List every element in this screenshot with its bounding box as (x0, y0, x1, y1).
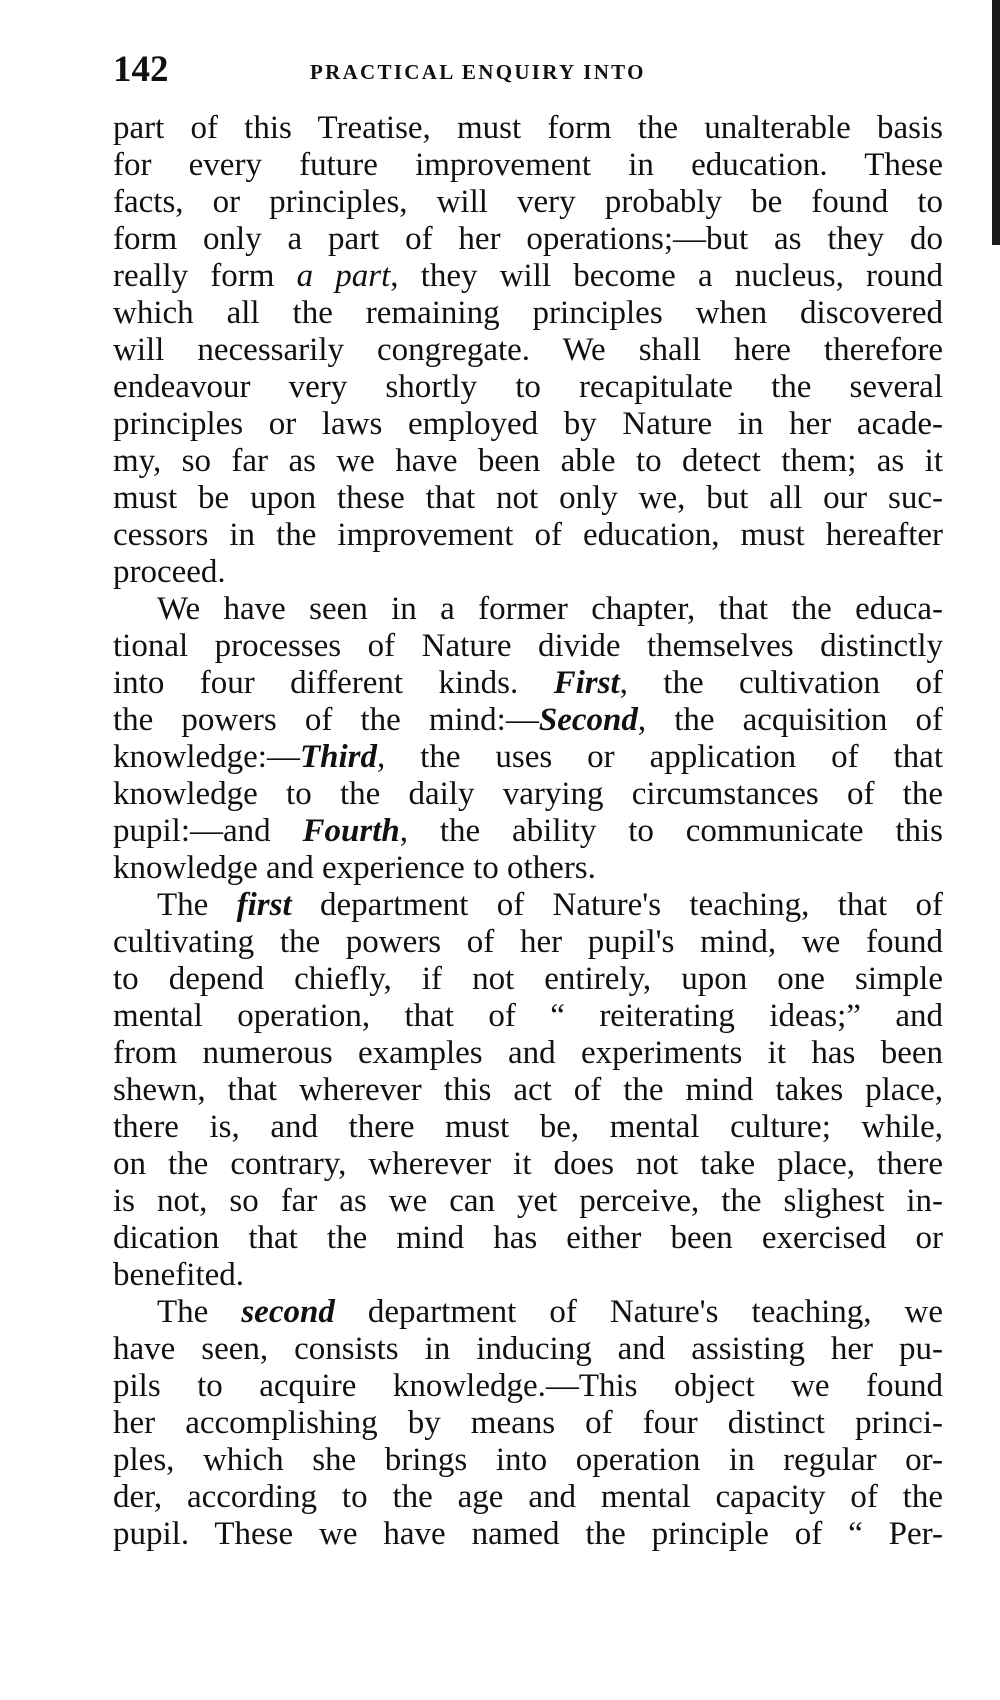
text-line: which all the remaining principles when discovered (113, 295, 943, 331)
text-line: dication that the mind has either been exercised or (113, 1220, 943, 1256)
text-line: ples, which she brings into operation in regular or- (113, 1442, 943, 1478)
text-line: principles or laws employed by Nature in her acade- (113, 406, 943, 442)
text-line (113, 1294, 943, 1331)
text-run: , the uses or application of that (377, 739, 943, 775)
text-run: The (157, 1294, 242, 1330)
text-run: , the cultivation of (619, 665, 943, 701)
paragraph-2 (113, 591, 943, 887)
text-line: cultivating the powers of her pupil's mind, we found (113, 924, 943, 960)
text-run: The (157, 887, 237, 923)
text-line: there is, and there must be, mental culture; while, (113, 1109, 943, 1145)
text-line: mental operation, that of “ reiterating ideas;” and (113, 998, 943, 1034)
text-line: to depend chiefly, if not entirely, upon one simple (113, 961, 943, 997)
text-line (113, 702, 943, 739)
text-run: , they will become a nucleus, round (390, 258, 943, 294)
text-line (113, 887, 943, 924)
text-line: on the contrary, wherever it does not take place, there (113, 1146, 943, 1182)
text-line (113, 739, 943, 776)
text-line: der, according to the age and mental capacity of the (113, 1479, 943, 1515)
paragraph-1 (113, 110, 943, 591)
italic-emphasis: First (553, 665, 620, 701)
text-run: really form (113, 258, 297, 294)
italic-emphasis: Second (538, 702, 638, 738)
text-line: from numerous examples and experiments it has been (113, 1035, 943, 1071)
running-head (113, 48, 893, 98)
text-line: benefited. (113, 1257, 245, 1293)
text-line: is not, so far as we can yet perceive, the slighest in- (113, 1183, 943, 1219)
text-run: department of Nature's teaching, that of (291, 887, 943, 923)
italic-emphasis: Third (299, 739, 377, 775)
text-run: pupil:—and (113, 813, 303, 849)
running-title: PRACTICAL ENQUIRY INTO (310, 60, 646, 84)
binding-edge (992, 0, 1000, 245)
text-line: part of this Treatise, must form the unalterable basis (113, 110, 943, 146)
text-line: We have seen in a former chapter, that the educa- (157, 591, 943, 627)
text-line (113, 665, 943, 702)
text-line: facts, or principles, will very probably be found to (113, 184, 943, 220)
page-number: 142 (113, 49, 169, 90)
italic-emphasis: a part (296, 258, 391, 294)
text-line: proceed. (113, 554, 226, 590)
text-line: endeavour very shortly to recapitulate the several (113, 369, 943, 405)
paragraph-3 (113, 887, 943, 1294)
text-run: into four different kinds. (113, 665, 554, 701)
text-line: knowledge to the daily varying circumstances of the (113, 776, 943, 812)
text-line: pupil. These we have named the principle of “ Per- (113, 1516, 943, 1552)
italic-emphasis: first (236, 887, 292, 923)
text-run: department of Nature's teaching, we (334, 1294, 943, 1330)
text-run: knowledge:— (113, 739, 300, 775)
text-line: tional processes of Nature divide themselves distinctly (113, 628, 943, 664)
text-line: pils to acquire knowledge.—This object we found (113, 1368, 943, 1404)
text-line: shewn, that wherever this act of the mind takes place, (113, 1072, 943, 1108)
paragraph-4 (113, 1294, 943, 1553)
text-line (113, 813, 943, 850)
text-line (113, 258, 943, 295)
text-run: the powers of the mind:— (113, 702, 539, 738)
italic-emphasis: Fourth (302, 813, 400, 849)
text-line: have seen, consists in inducing and assisting her pu- (113, 1331, 943, 1367)
italic-emphasis: second (241, 1294, 335, 1330)
text-line: knowledge and experience to others. (113, 850, 596, 886)
text-run: , the acquisition of (637, 702, 944, 738)
text-line: form only a part of her operations;—but as they do (113, 221, 943, 257)
text-line: my, so far as we have been able to detect them; as it (113, 443, 943, 479)
text-line: her accomplishing by means of four distinct princi- (113, 1405, 943, 1441)
body-text (113, 110, 943, 1553)
text-line: must be upon these that not only we, but all our suc- (113, 480, 943, 516)
text-line: for every future improvement in education. These (113, 147, 943, 183)
text-line: cessors in the improvement of education, must hereafter (113, 517, 943, 553)
text-line: will necessarily congregate. We shall here therefore (113, 332, 943, 368)
text-run: , the ability to communicate this (399, 813, 944, 849)
